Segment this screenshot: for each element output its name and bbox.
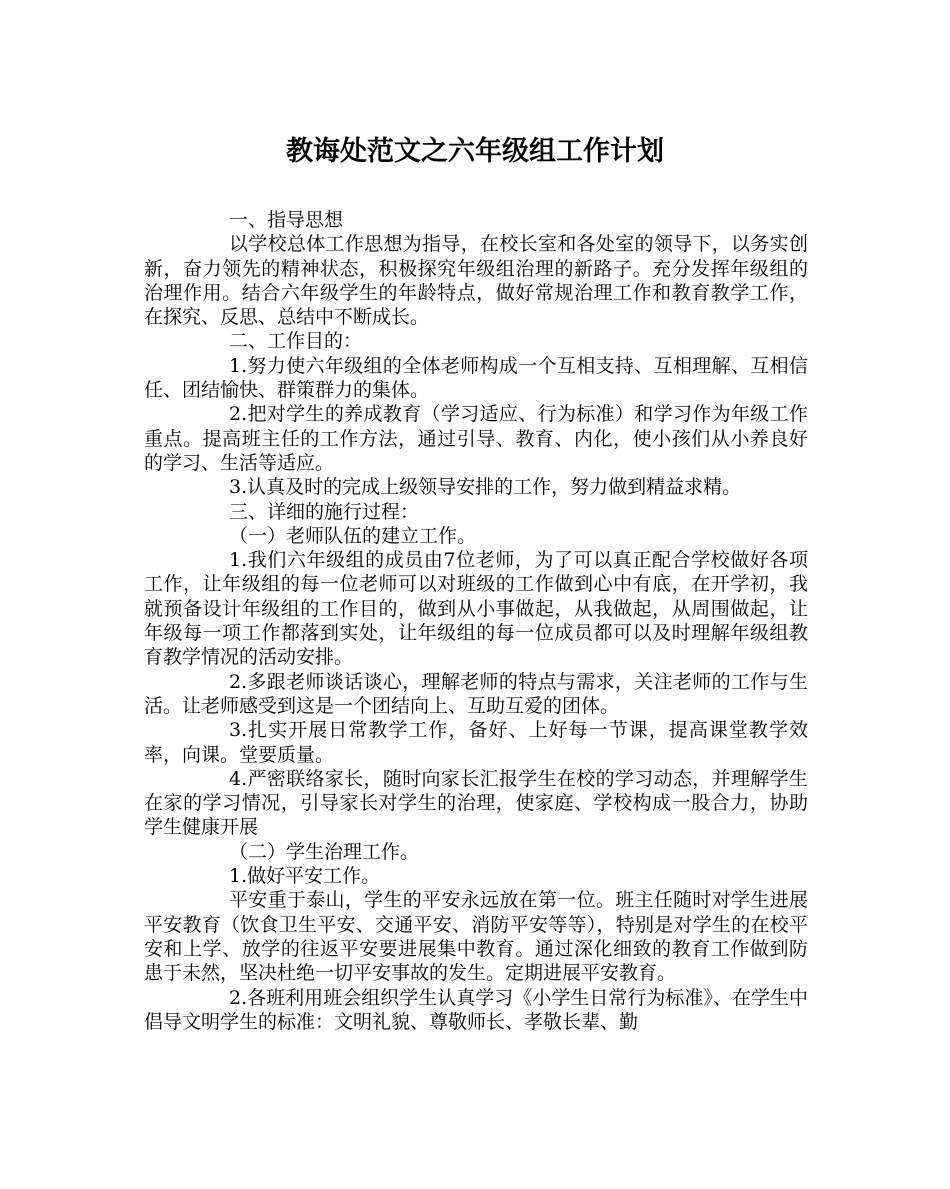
paragraph: 4.严密联络家长，随时向家长汇报学生在校的学习动态，并理解学生在家的学习情况，引导家长对学生的治理，使家庭、学校构成一股合力，协助学生健康开展	[144, 767, 808, 839]
subsection-heading: （一）老师队伍的建立工作。	[229, 524, 477, 547]
section-heading: 三、详细的施行过程：	[229, 500, 420, 523]
section-heading: 一、指导思想	[229, 209, 344, 231]
paragraph: 平安重于泰山，学生的平安永远放在第一位。班主任随时对学生进展平安教育（饮食卫生平安、交通平安、消防平安等等），特别是对学生的在校平安和上学、放学的往返平安要进展集中教育。通过深化细致的教育工作做到防患于未然，坚决杜绝一切平安事故的发生。定期进展平安教育。	[144, 889, 808, 985]
paragraph: 1.我们六年级组的成员由7位老师，为了可以真正配合学校做好各项工作，让年级组的每一位老师可以对班级的工作做到心中有底，在开学初，我就预备设计年级组的工作目的，做到从小事做起，从我做起，从周围做起，让年级每一项工作都落到实处，让年级组的每一位成员都可以及时理解年级组教育教学情况的活动安排。	[144, 549, 808, 669]
document-title: 教诲处范文之六年级组工作计划	[286, 136, 664, 167]
paragraph: 以学校总体工作思想为指导，在校长室和各处室的领导下，以务实创新，奋力领先的精神状态，积极探究年级组治理的新路子。充分发挥年级组的治理作用。结合六年级学生的年龄特点，做好常规治理工作和教育教学工作，在探究、反思、总结中不断成长。	[144, 233, 808, 329]
paragraph: 3.认真及时的完成上级领导安排的工作，努力做到精益求精。	[229, 476, 742, 499]
paragraph: 1.努力使六年级组的全体老师构成一个互相支持、互相理解、互相信任、团结愉快、群策群力的集体。	[144, 354, 808, 402]
paragraph: 2.各班利用班会组织学生认真学习《小学生日常行为标准》、在学生中倡导文明学生的标准：文明礼貌、尊敬师长、孝敬长辈、勤	[144, 986, 808, 1033]
paragraph: 2.多跟老师谈话谈心，理解老师的特点与需求，关注老师的工作与生活。让老师感受到这是一个团结向上、互助互爱的团体。	[144, 670, 808, 717]
paragraph: 3.扎实开展日常教学工作，备好、上好每一节课，提高课堂教学效率，向课。堂要质量。	[144, 719, 808, 766]
paragraph: 1.做好平安工作。	[229, 865, 381, 888]
section-heading: 二、工作目的：	[229, 330, 363, 353]
document-body	[144, 208, 808, 1034]
subsection-heading: （二）学生治理工作。	[229, 840, 420, 863]
paragraph: 2.把对学生的养成教育（学习适应、行为标准）和学习作为年级工作重点。提高班主任的工作方法，通过引导、教育、内化，使小孩们从小养良好的学习、生活等适应。	[144, 403, 808, 474]
